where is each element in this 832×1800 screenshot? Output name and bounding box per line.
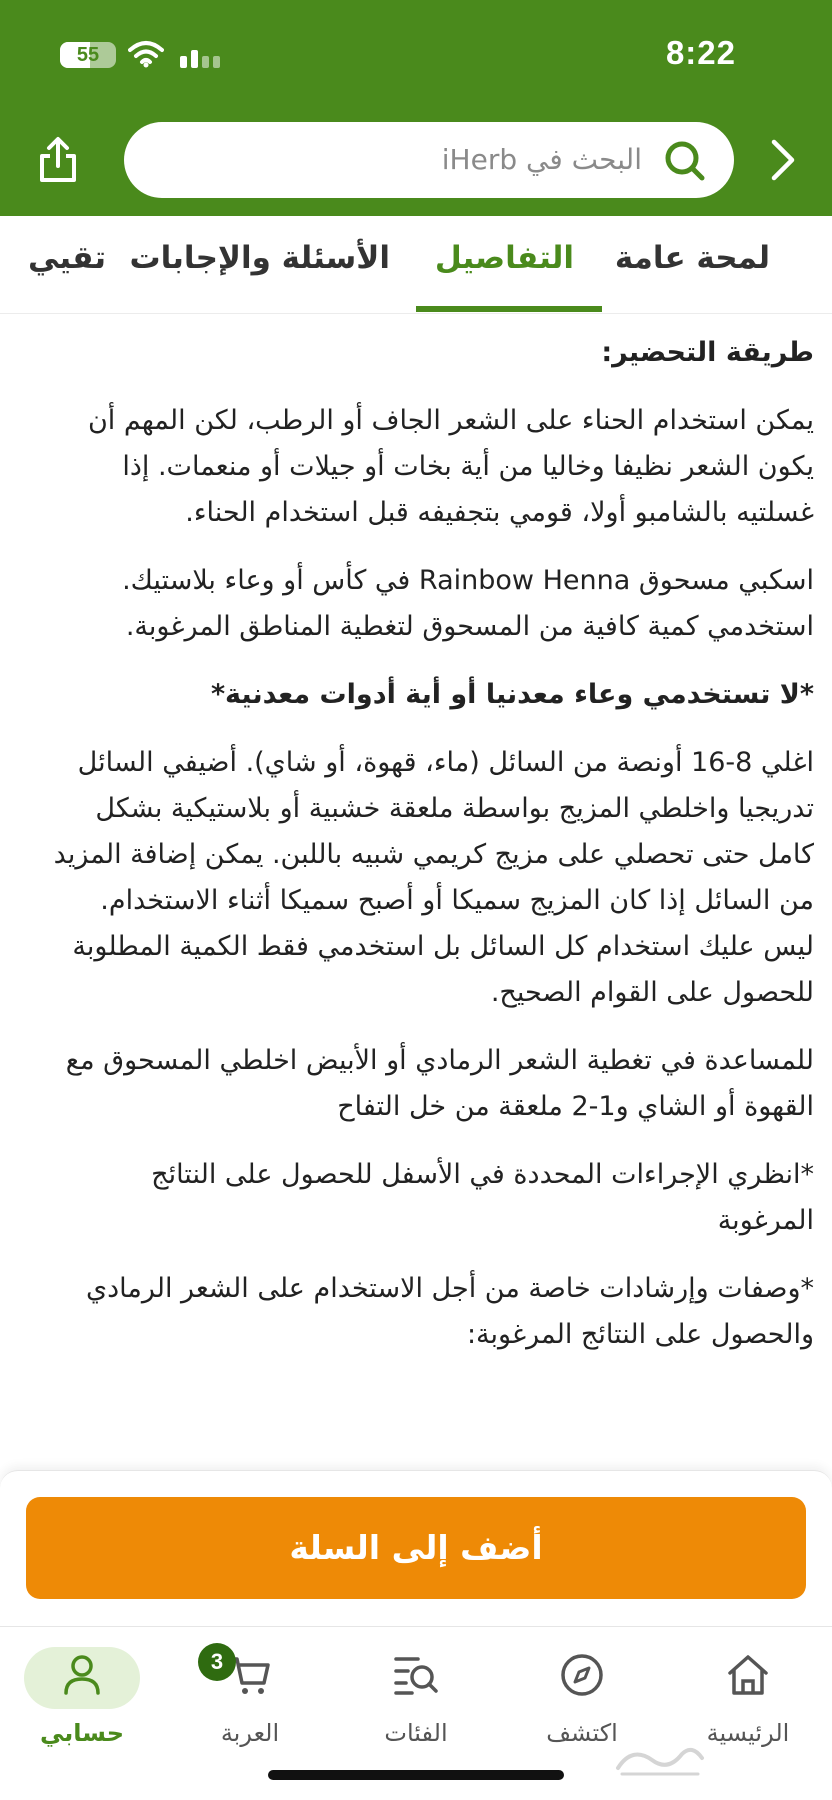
nav-account[interactable] — [12, 1639, 152, 1759]
categories-search-icon — [392, 1651, 440, 1699]
nav-explore-label: اكتشف — [546, 1719, 618, 1747]
paragraph-gray-coverage: للمساعدة في تغطية الشعر الرمادي أو الأبيض اخلطي المسحوق مع القهوة أو الشاي و1-2 ملعقة من خل التفاح — [65, 1045, 814, 1122]
wifi-icon — [128, 40, 164, 68]
nav-account-label: حسابي — [39, 1719, 125, 1747]
tab-details[interactable]: التفاصيل — [434, 240, 574, 276]
cart-count-badge: 3 — [198, 1643, 236, 1681]
paragraph-pour-powder: اسكبي مسحوق Rainbow Henna في كأس أو وعاء بلاستيك. استخدمي كمية كافية من المسحوق لتغطية المناطق المرغوبة. — [122, 565, 814, 642]
active-tab-indicator — [416, 306, 602, 312]
user-icon — [58, 1651, 106, 1699]
nav-cart-label: العربة — [220, 1719, 280, 1747]
tab-reviews[interactable]: تقيي — [28, 240, 106, 276]
app-header — [0, 0, 832, 216]
metal-warning: *لا تستخدمي وعاء معدنيا أو أية أدوات معدنية* — [210, 679, 814, 710]
paragraph-recipes: *وصفات وإرشادات خاصة من أجل الاستخدام على الشعر الرمادي والحصول على النتائج المرغوبة: — [85, 1273, 814, 1350]
nav-home-label: الرئيسية — [706, 1719, 790, 1747]
battery-level: 55 — [76, 44, 100, 66]
nav-cart[interactable] — [180, 1639, 320, 1759]
status-bar — [0, 28, 832, 80]
paragraph-see-below: *انظري الإجراءات المحددة في الأسفل للحصول على النتائج المرغوبة — [151, 1159, 814, 1236]
details-content — [50, 330, 814, 1380]
section-heading: طريقة التحضير: — [601, 337, 814, 368]
battery-indicator — [60, 42, 116, 68]
chevron-right-icon[interactable] — [764, 138, 800, 182]
nav-categories[interactable] — [346, 1639, 486, 1759]
product-tabs — [0, 216, 832, 314]
nav-categories-label: الفئات — [384, 1719, 448, 1747]
paragraph-mixing: اغلي 8-16 أونصة من السائل (ماء، قهوة، أو شاي). أضيفي السائل تدريجيا واخلطي المزيج بواسطة ملعقة خشبية أو بلاستيكية بشكل كامل حتى تحصلي على مزيج كريمي شبيه باللبن. يمكن إضافة المزيد من السائل إذا كان المزيج سميكا أو أصبح سميكا أثناء الاستخدام. ليس عليك استخدام كل السائل بل استخدمي فقط الكمية المطلوبة للحصول على القوام الصحيح. — [53, 747, 814, 1008]
share-icon[interactable] — [32, 134, 84, 186]
paragraph-hair-prep: يمكن استخدام الحناء على الشعر الجاف أو الرطب، لكن المهم أن يكون الشعر نظيفا وخاليا من أية بخات أو جيلات أو منعمات. إذا غسلتيه بالشامبو أولا، قومي بتجفيفه قبل استخدام الحناء. — [87, 405, 814, 528]
watermark-logo — [612, 1740, 708, 1780]
home-icon — [724, 1651, 772, 1699]
tab-questions-answers[interactable]: الأسئلة والإجابات — [129, 240, 390, 276]
add-to-cart-panel — [0, 1470, 832, 1626]
tab-overview[interactable]: لمحة عامة — [614, 240, 770, 276]
compass-icon — [558, 1651, 606, 1699]
signal-icon — [180, 42, 226, 68]
add-to-cart-button[interactable]: أضف إلى السلة — [26, 1497, 806, 1599]
search-icon — [664, 140, 706, 182]
search-placeholder: البحث في iHerb — [441, 143, 642, 176]
status-time: 8:22 — [665, 34, 736, 71]
search-input[interactable] — [124, 122, 734, 198]
home-indicator — [268, 1770, 564, 1780]
